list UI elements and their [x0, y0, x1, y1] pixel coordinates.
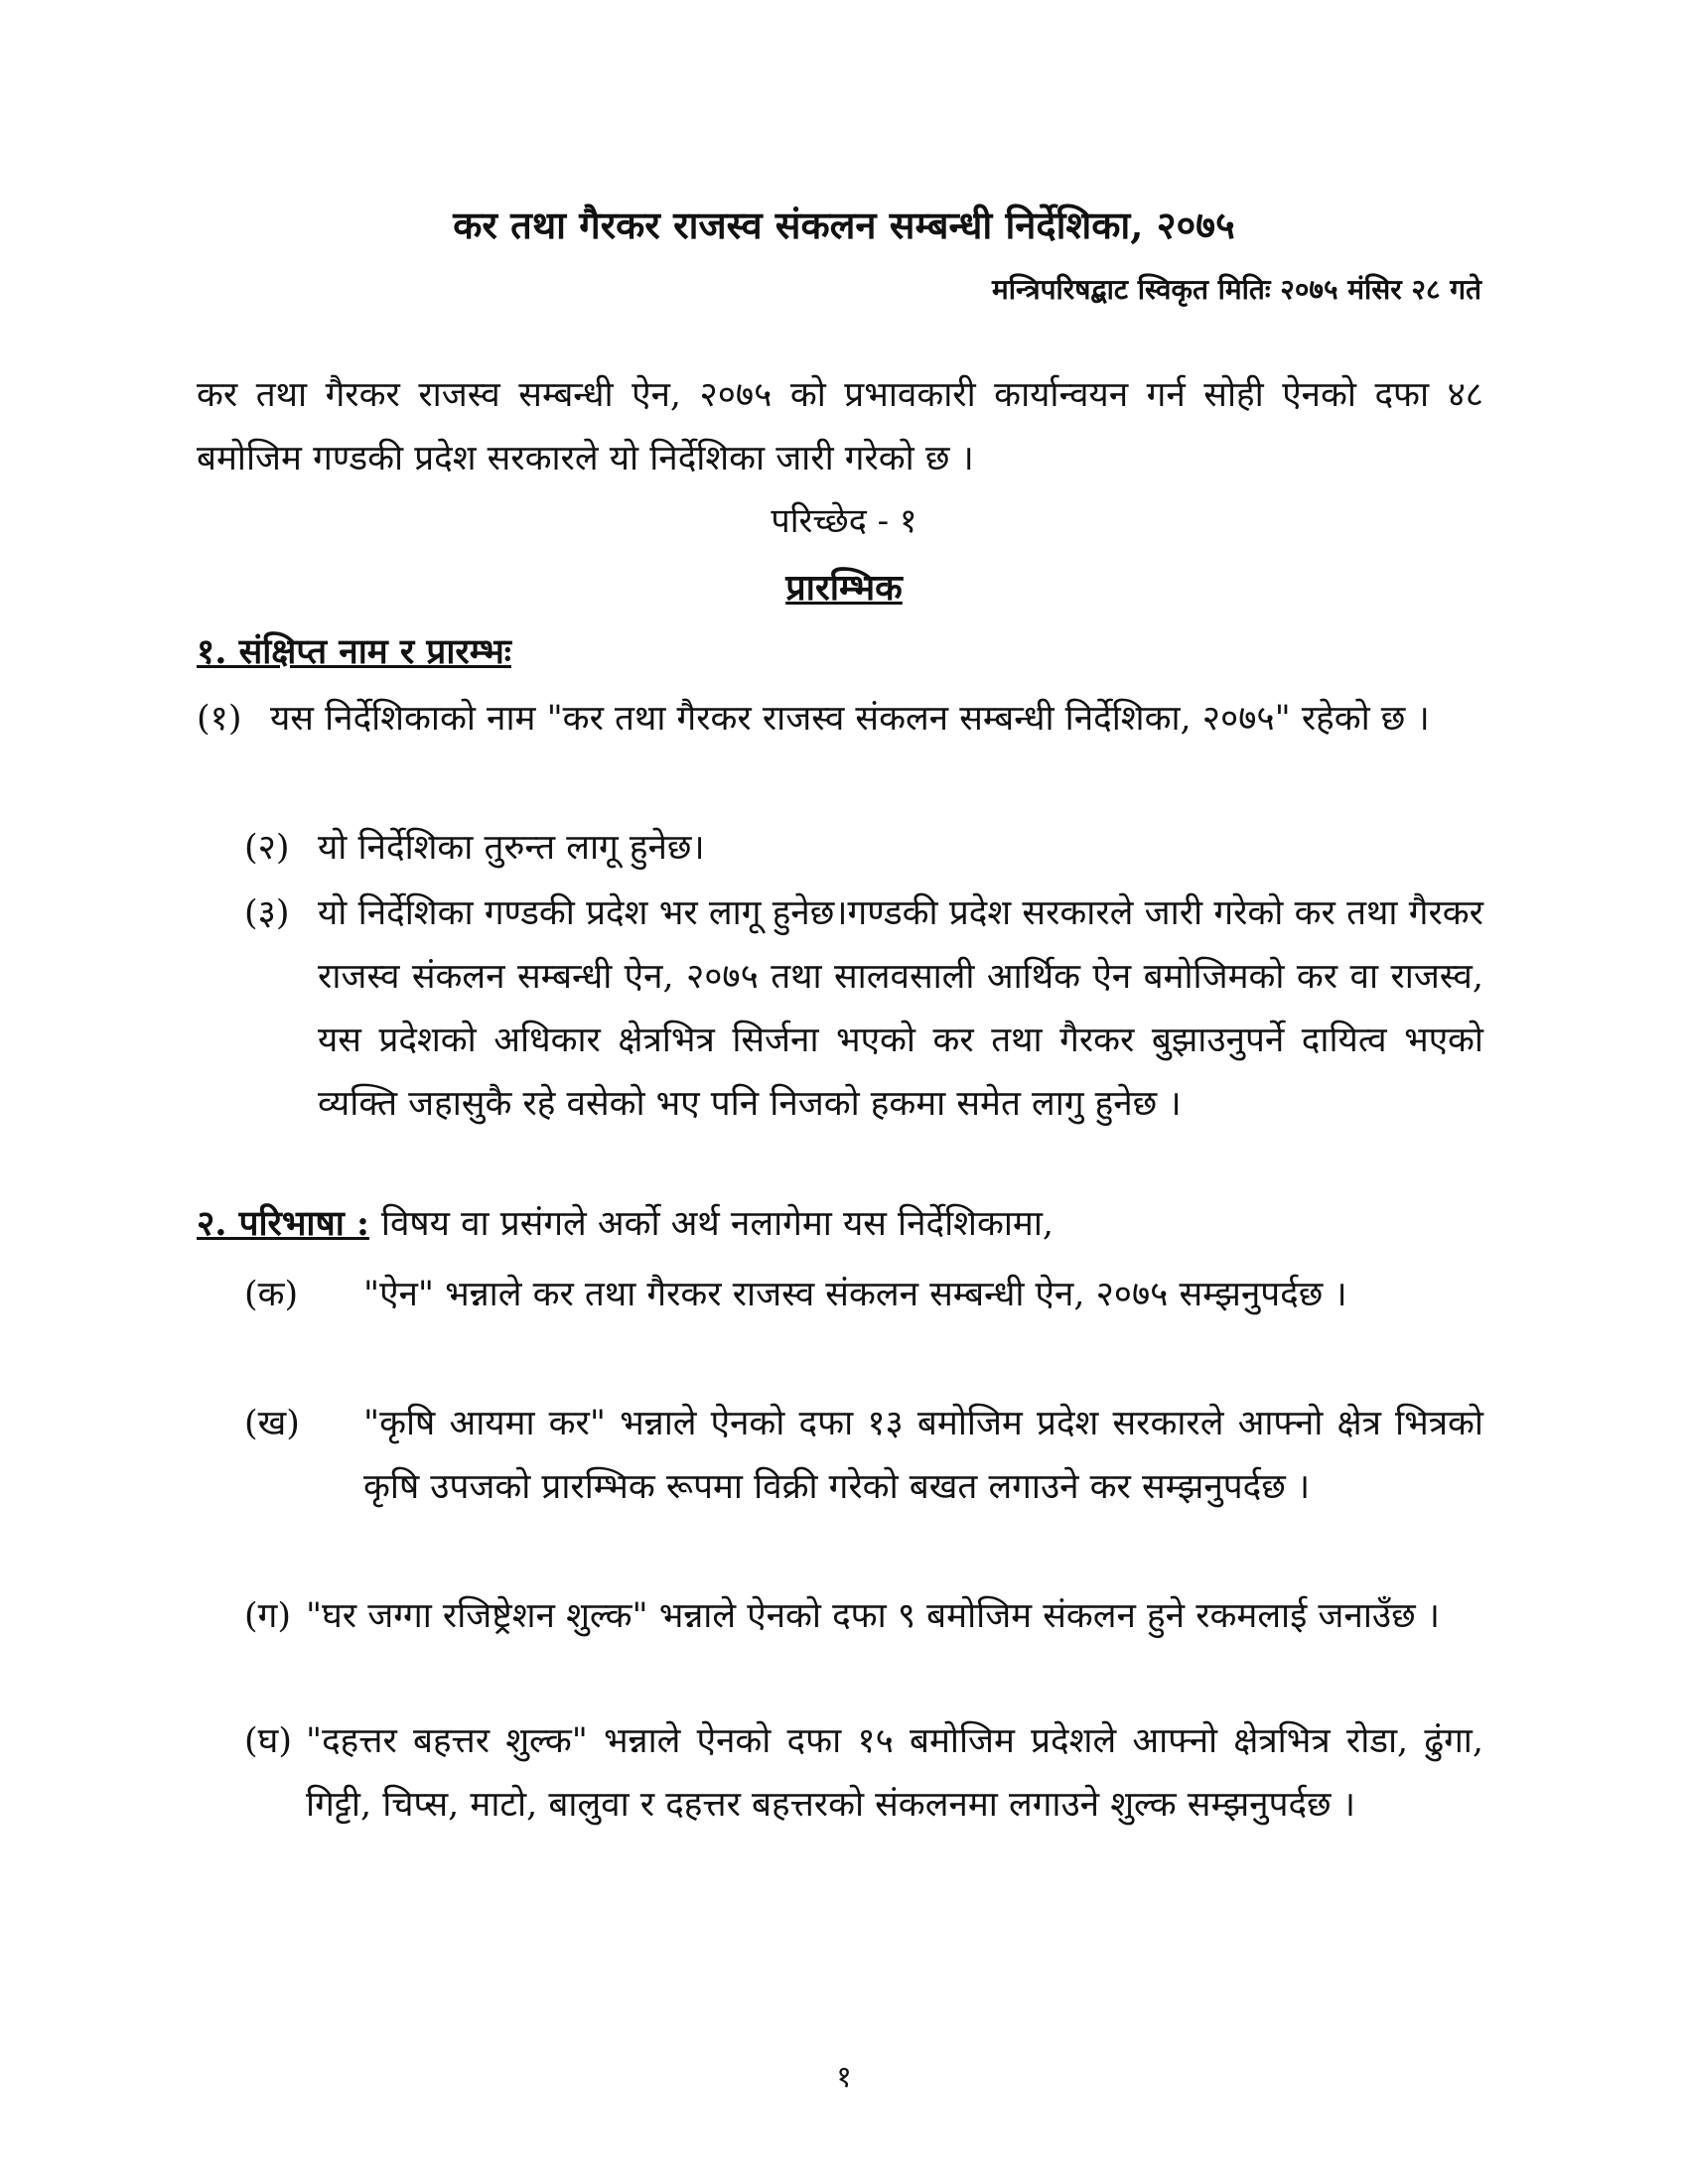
clause-marker: (२): [244, 828, 290, 868]
definition-marker: (ग): [244, 1596, 292, 1636]
clause-text: यस निर्देशिकाको नाम "कर तथा गैरकर राजस्व संकलन सम्बन्धी निर्देशिका, २०७५" रहेको छ ।: [270, 699, 1430, 739]
definition-kha: [244, 1392, 1483, 1519]
section-1-clause-1: [197, 687, 1483, 751]
definition-marker: (घ): [244, 1721, 292, 1761]
section-1-clause-2: [244, 816, 1483, 880]
clause-text: यो निर्देशिका गण्डकी प्रदेश भर लागू हुनेछ।गण्डकी प्रदेश सरकारले जारी गरेको कर तथा गैरकर राजस्व संकलन सम्बन्धी ऐन, २०७५ तथा सालवसाली आर्थिक ऐन बमोजिमको कर वा राजस्व, यस प्रदेशको अधिकार क्षेत्रभित्र सिर्जना भएको कर तथा गैरकर बुझाउनुपर्ने दायित्व भएको व्यक्ति जहासुकै रहे वसेको भए पनि निजको हकमा समेत लागु हुनेछ ।: [318, 893, 1483, 1124]
section-2-heading: २. परिभाषा :: [197, 1203, 369, 1244]
definition-text: "दहत्तर बहत्तर शुल्क" भन्नाले ऐनको दफा १५ बमोजिम प्रदेशले आफ्नो क्षेत्रभित्र रोडा, ढुंगा, गिट्टी, चिप्स, माटो, बालुवा र दहत्तर बहत्तरको संकलनमा लगाउने शुल्क सम्झनुपर्दछ ।: [306, 1721, 1483, 1825]
definition-text: "कृषि आयमा कर" भन्नाले ऐनको दफा १३ बमोजिम प्रदेश सरकारले आफ्नो क्षेत्र भित्रको कृषि उपजको प्रारम्भिक रूपमा विक्री गरेको बखत लगाउने कर सम्झनुपर्दछ ।: [363, 1404, 1483, 1507]
document-title: कर तथा गैरकर राजस्व संकलन सम्बन्धी निर्देशिका, २०७५: [453, 203, 1235, 247]
section-1-clause-3: [244, 882, 1483, 1136]
chapter-title: प्रारम्भिक: [785, 567, 903, 609]
section-1-heading: १. संक्षिप्त नाम र प्रारम्भः: [197, 631, 511, 672]
definition-text: "घर जग्गा रजिष्ट्रेशन शुल्क" भन्नाले ऐनको दफा ९ बमोजिम संकलन हुने रकमलाई जनाउँछ ।: [306, 1596, 1440, 1636]
clause-text: यो निर्देशिका तुरुन्त लागू हुनेछ।: [318, 828, 705, 868]
definition-ka: [244, 1263, 1483, 1326]
section-2-heading-line: [197, 1199, 1054, 1246]
page-number: १: [836, 2060, 852, 2095]
chapter-number: परिच्छेद - १: [771, 501, 917, 541]
clause-marker: (१): [197, 699, 242, 739]
clause-marker: (३): [244, 893, 290, 933]
definition-text: "ऐन" भन्नाले कर तथा गैरकर राजस्व संकलन सम्बन्धी ऐन, २०७५ सम्झनुपर्दछ ।: [363, 1275, 1347, 1314]
definition-marker: (ख): [244, 1404, 300, 1443]
definition-ga: [244, 1584, 1483, 1648]
definition-marker: (क): [244, 1275, 299, 1314]
definition-gha: [244, 1709, 1483, 1837]
section-2-lead: विषय वा प्रसंगले अर्को अर्थ नलागेमा यस निर्देशिकामा,: [380, 1204, 1055, 1244]
intro-paragraph: कर तथा गैरकर राजस्व सम्बन्धी ऐन, २०७५ को प्रभावकारी कार्यान्वयन गर्न सोही ऐनको दफा ४८ बमोजिम गण्डकी प्रदेश सरकारले यो निर्देशिका जारी गरेको छ ।: [197, 375, 1483, 478]
approval-date: मन्त्रिपरिषद्बाट स्विकृत मितिः २०७५ मंसिर २८ गते: [992, 273, 1481, 306]
